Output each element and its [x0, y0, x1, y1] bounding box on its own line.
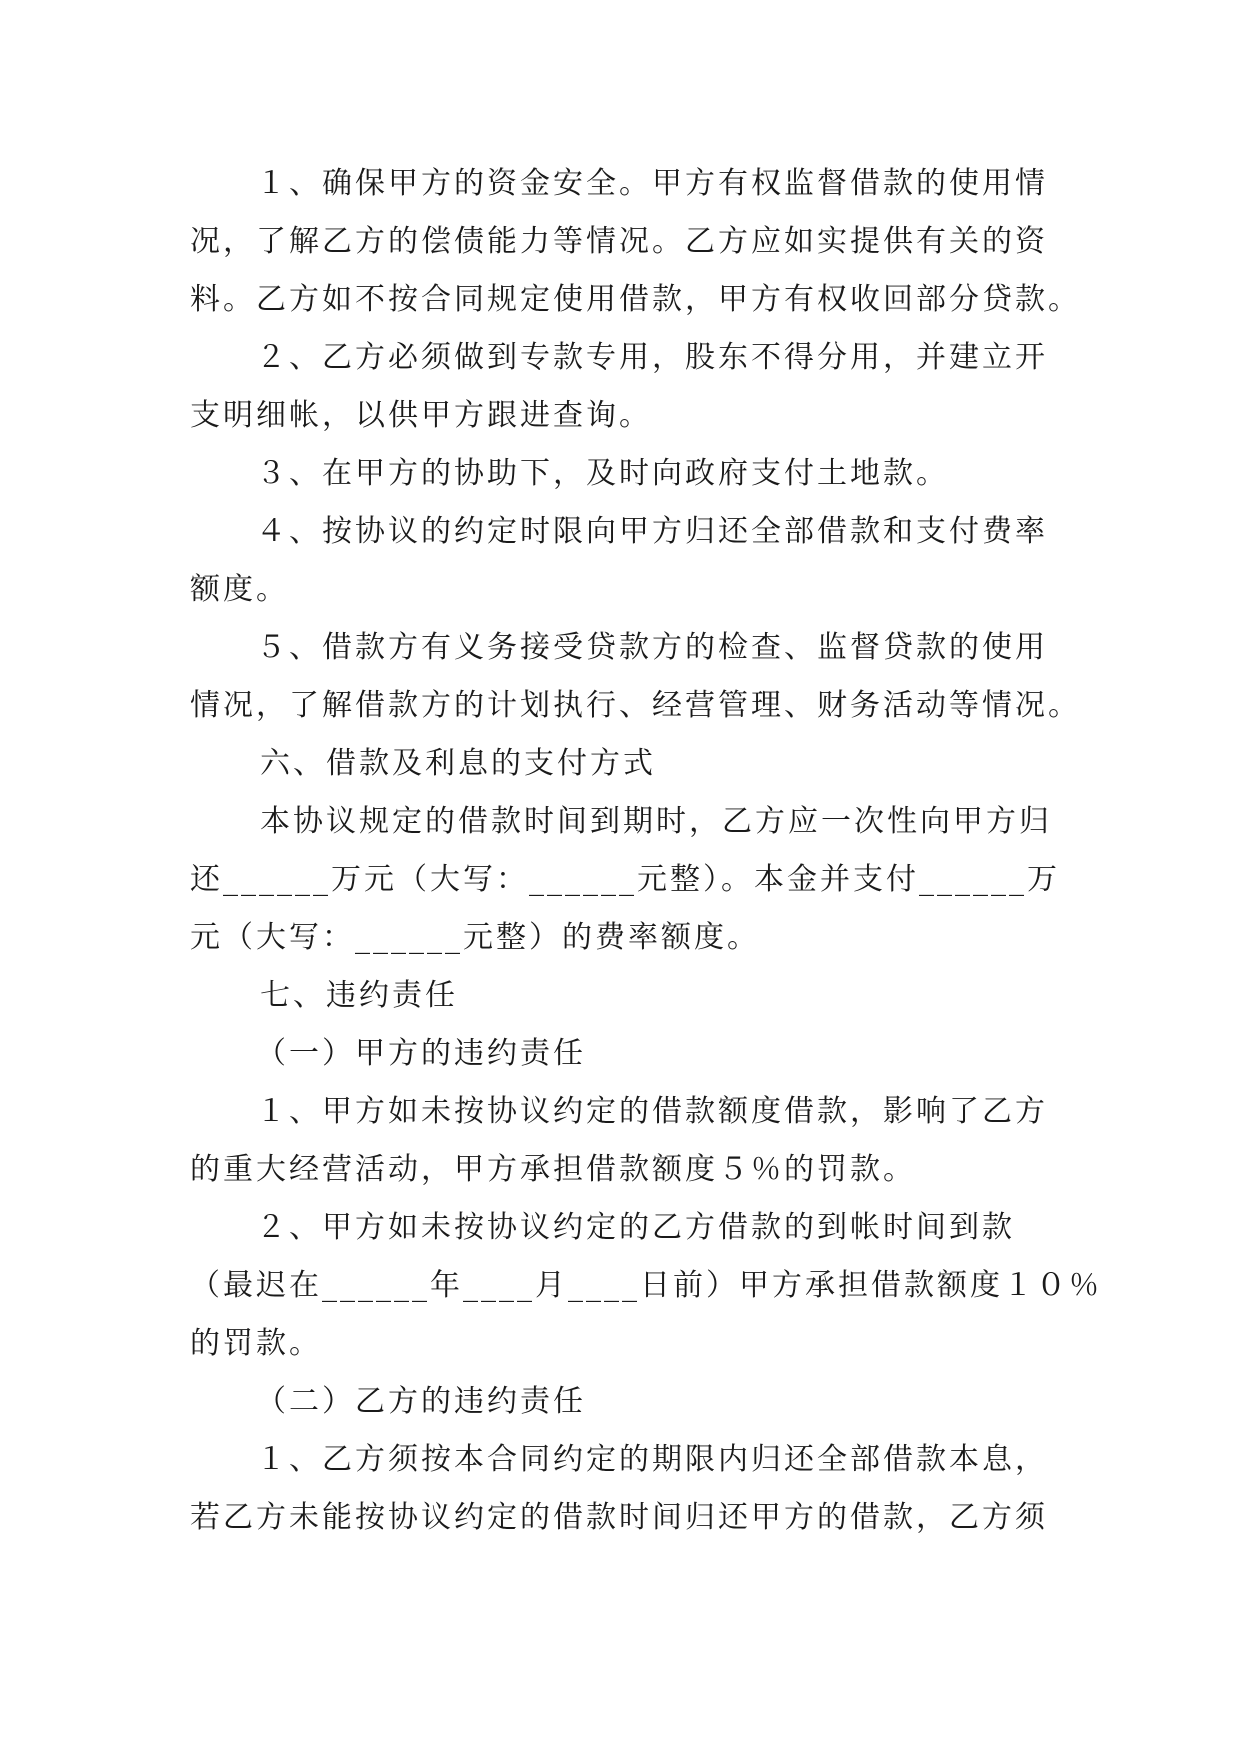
- paragraph-line: （最迟在______年____月____日前）甲方承担借款额度１０％: [190, 1268, 1102, 1303]
- document-body: [190, 155, 1102, 1547]
- paragraph-line: 支明细帐，以供甲方跟进查询。: [190, 398, 652, 433]
- paragraph-line: 还______万元（大写：______元整）。本金并支付______万: [190, 862, 1060, 897]
- paragraph-line: ５、借款方有义务接受贷款方的检查、监督贷款的使用: [256, 630, 1048, 665]
- paragraph-line: ２、乙方必须做到专款专用，股东不得分用，并建立开: [256, 340, 1048, 375]
- paragraph-line: 的罚款。: [190, 1326, 322, 1361]
- paragraph-line: 元（大写：______元整）的费率额度。: [190, 920, 760, 955]
- paragraph-line: １、乙方须按本合同约定的期限内归还全部借款本息，: [256, 1442, 1048, 1477]
- section-heading: 七、违约责任: [260, 978, 458, 1013]
- paragraph-line: 料。乙方如不按合同规定使用借款，甲方有权收回部分贷款。: [190, 282, 1081, 317]
- paragraph-line: １、确保甲方的资金安全。甲方有权监督借款的使用情: [256, 166, 1048, 201]
- subsection-heading: （二）乙方的违约责任: [256, 1384, 586, 1419]
- paragraph-line: 的重大经营活动，甲方承担借款额度５％的罚款。: [190, 1152, 916, 1187]
- section-heading: 六、借款及利息的支付方式: [260, 746, 656, 781]
- paragraph-line: ４、按协议的约定时限向甲方归还全部借款和支付费率: [256, 514, 1048, 549]
- paragraph-line: 况，了解乙方的偿债能力等情况。乙方应如实提供有关的资: [190, 224, 1048, 259]
- paragraph-line: １、甲方如未按协议约定的借款额度借款，影响了乙方: [256, 1094, 1048, 1129]
- paragraph-line: 情况，了解借款方的计划执行、经营管理、财务活动等情况。: [190, 688, 1081, 723]
- paragraph-line: 额度。: [190, 572, 289, 607]
- subsection-heading: （一）甲方的违约责任: [256, 1036, 586, 1071]
- paragraph-line: 本协议规定的借款时间到期时，乙方应一次性向甲方归: [260, 804, 1052, 839]
- paragraph-line: ２、甲方如未按协议约定的乙方借款的到帐时间到款: [256, 1210, 1015, 1245]
- paragraph-line: ３、在甲方的协助下，及时向政府支付土地款。: [256, 456, 949, 491]
- paragraph-line: 若乙方未能按协议约定的借款时间归还甲方的借款，乙方须: [190, 1500, 1048, 1535]
